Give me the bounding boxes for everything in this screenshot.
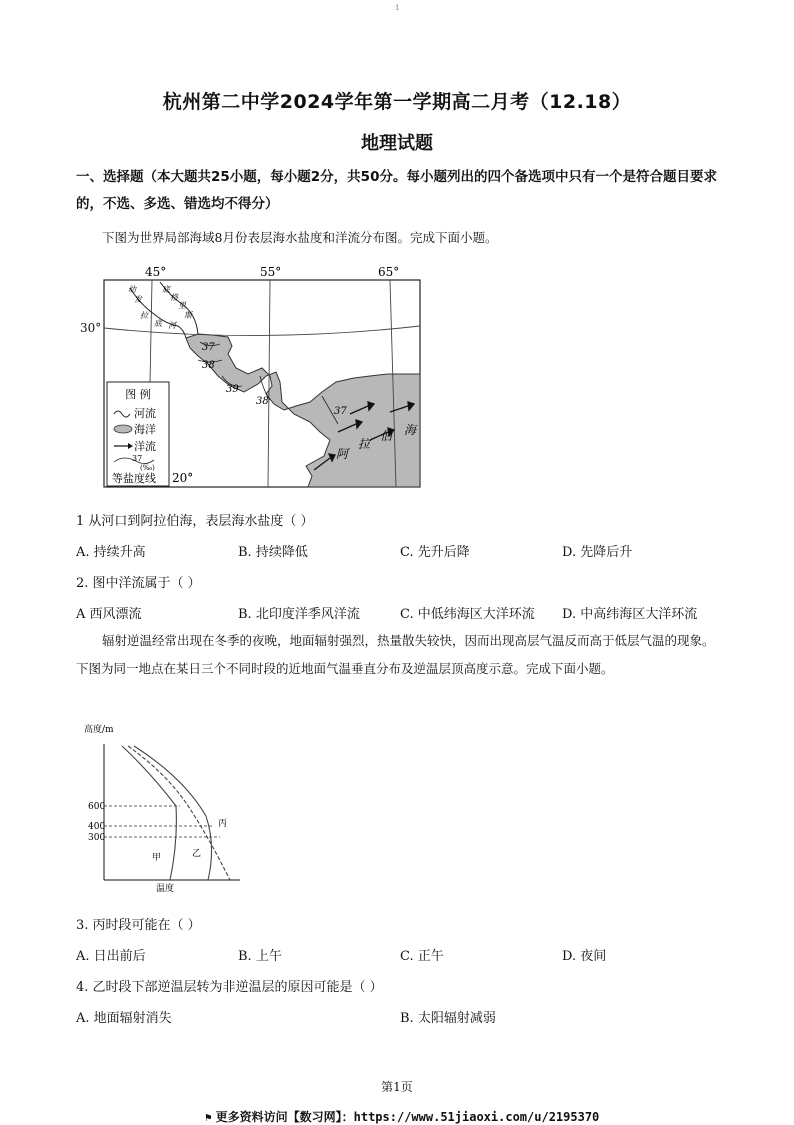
flag-icon: ⚑ (205, 1111, 212, 1124)
y-tick-400: 400 (88, 822, 106, 832)
legend-river-label: 河流 (134, 407, 156, 420)
river-label-char: 河 (168, 321, 176, 330)
legend-current-label: 洋流 (134, 440, 156, 453)
q3-option-c[interactable]: C. 正午 (400, 949, 444, 964)
river-label-char: 拉 (140, 311, 148, 320)
legend-isoline-label: 等盐度线 (112, 472, 156, 485)
curve-jia (122, 746, 176, 880)
curve-yi (128, 746, 230, 880)
q2-option-b[interactable]: B. 北印度洋季风洋流 (238, 607, 360, 622)
river-label-char: 幼 (128, 285, 136, 294)
q1-option-a[interactable]: A. 持续升高 (76, 545, 146, 560)
salinity-label-37b: 37 (334, 406, 347, 417)
x-axis-label: 温度 (156, 884, 175, 892)
sea-label-char: 海 (404, 423, 417, 437)
sea-label-char: 阿 (336, 447, 349, 461)
temperature-profile-chart (80, 722, 250, 892)
q1-option-c[interactable]: C. 先升后降 (400, 545, 470, 560)
intro-paragraph-2: 辐射逆温经常出现在冬季的夜晚，地面辐射强烈，热量散失较快，因而出现高层气温反而高于低层气温的现象。下图为同一地点在某日三个不同时段的近地面气温垂直分布及逆温层顶高度示意。完成下面小题。 (76, 633, 715, 676)
salinity-current-map (100, 264, 430, 492)
y-axis-label: 高度/m (84, 725, 114, 735)
q1-option-b[interactable]: B. 持续降低 (238, 545, 308, 560)
river-label-char: 发 (134, 295, 142, 304)
q4-option-a[interactable]: A. 地面辐射消失 (76, 1011, 172, 1026)
q3-option-d[interactable]: D. 夜间 (562, 949, 607, 964)
question-2-stem: 2. 图中洋流属于（ ） (76, 576, 201, 591)
legend-isoline-unit: (‰) (140, 464, 155, 472)
question-3-stem: 3. 丙时段可能在（ ） (76, 918, 201, 933)
y-tick-600: 600 (88, 802, 106, 812)
sea-label-char: 伯 (380, 429, 393, 443)
legend-isoline-sample: 37 (132, 454, 143, 463)
q4-option-b[interactable]: B. 太阳辐射减弱 (400, 1011, 496, 1026)
y-tick-300: 300 (88, 833, 106, 843)
lon-label-55: 55° (260, 265, 282, 279)
lon-label-65: 65° (378, 265, 400, 279)
sea-label-char: 拉 (358, 437, 371, 451)
river-label-char: 里 (178, 301, 186, 310)
curve-bing (134, 746, 212, 880)
legend-ocean-symbol (114, 425, 132, 433)
curve-label-yi: 乙 (192, 849, 202, 859)
intro-paragraph-1: 下图为世界局部海域8月份表层海水盐度和洋流分布图。完成下面小题。 (102, 230, 498, 245)
river-label-char: 底 (162, 285, 170, 294)
river-label-char: 斯 (184, 311, 192, 320)
lat-label-30: 30° (80, 321, 102, 335)
q3-option-a[interactable]: A. 日出前后 (76, 949, 146, 964)
top-mark: 1 (395, 4, 400, 12)
section-header: 一、选择题（本大题共25小题，每小题2分，共50分。每小题列出的四个备选项中只有一个是符合题目要求的，不选、多选、错选均不得分） (76, 169, 717, 212)
footer-link-text[interactable]: 更多资料访问【数习网】：https://www.51jiaoxi.com/u/2195370 (215, 1110, 600, 1124)
exam-title: 杭州第二中学2024学年第一学期高二月考（12.18） (162, 91, 632, 113)
curve-label-jia: 甲 (152, 853, 162, 863)
river-label-char: 格 (170, 293, 178, 302)
lat-label-20: 20° (172, 471, 194, 485)
q2-option-d[interactable]: D. 中高纬海区大洋环流 (562, 607, 698, 622)
lon-label-45: 45° (145, 265, 167, 279)
salinity-label-37a: 37 (202, 342, 215, 353)
question-1-stem: 1 从河口到阿拉伯海，表层海水盐度（ ） (76, 514, 314, 529)
q3-option-b[interactable]: B. 上午 (238, 949, 282, 964)
river-label-char: 底 (154, 319, 162, 328)
salinity-label-39: 39 (226, 384, 239, 395)
footer-link[interactable] (205, 1108, 599, 1125)
q2-option-a[interactable]: A 西风漂流 (76, 607, 142, 622)
exam-subtitle: 地理试题 (361, 133, 433, 154)
legend-title: 图 例 (125, 388, 151, 401)
curve-label-bing: 丙 (218, 819, 228, 829)
legend-ocean-label: 海洋 (134, 423, 156, 436)
question-4-stem: 4. 乙时段下部逆温层转为非逆温层的原因可能是（ ） (76, 980, 383, 995)
q1-option-d[interactable]: D. 先降后升 (562, 545, 633, 560)
salinity-label-38b: 38 (256, 396, 269, 407)
page-number: 第1页 (381, 1080, 413, 1094)
salinity-label-38a: 38 (202, 360, 215, 371)
q2-option-c[interactable]: C. 中低纬海区大洋环流 (400, 607, 535, 622)
